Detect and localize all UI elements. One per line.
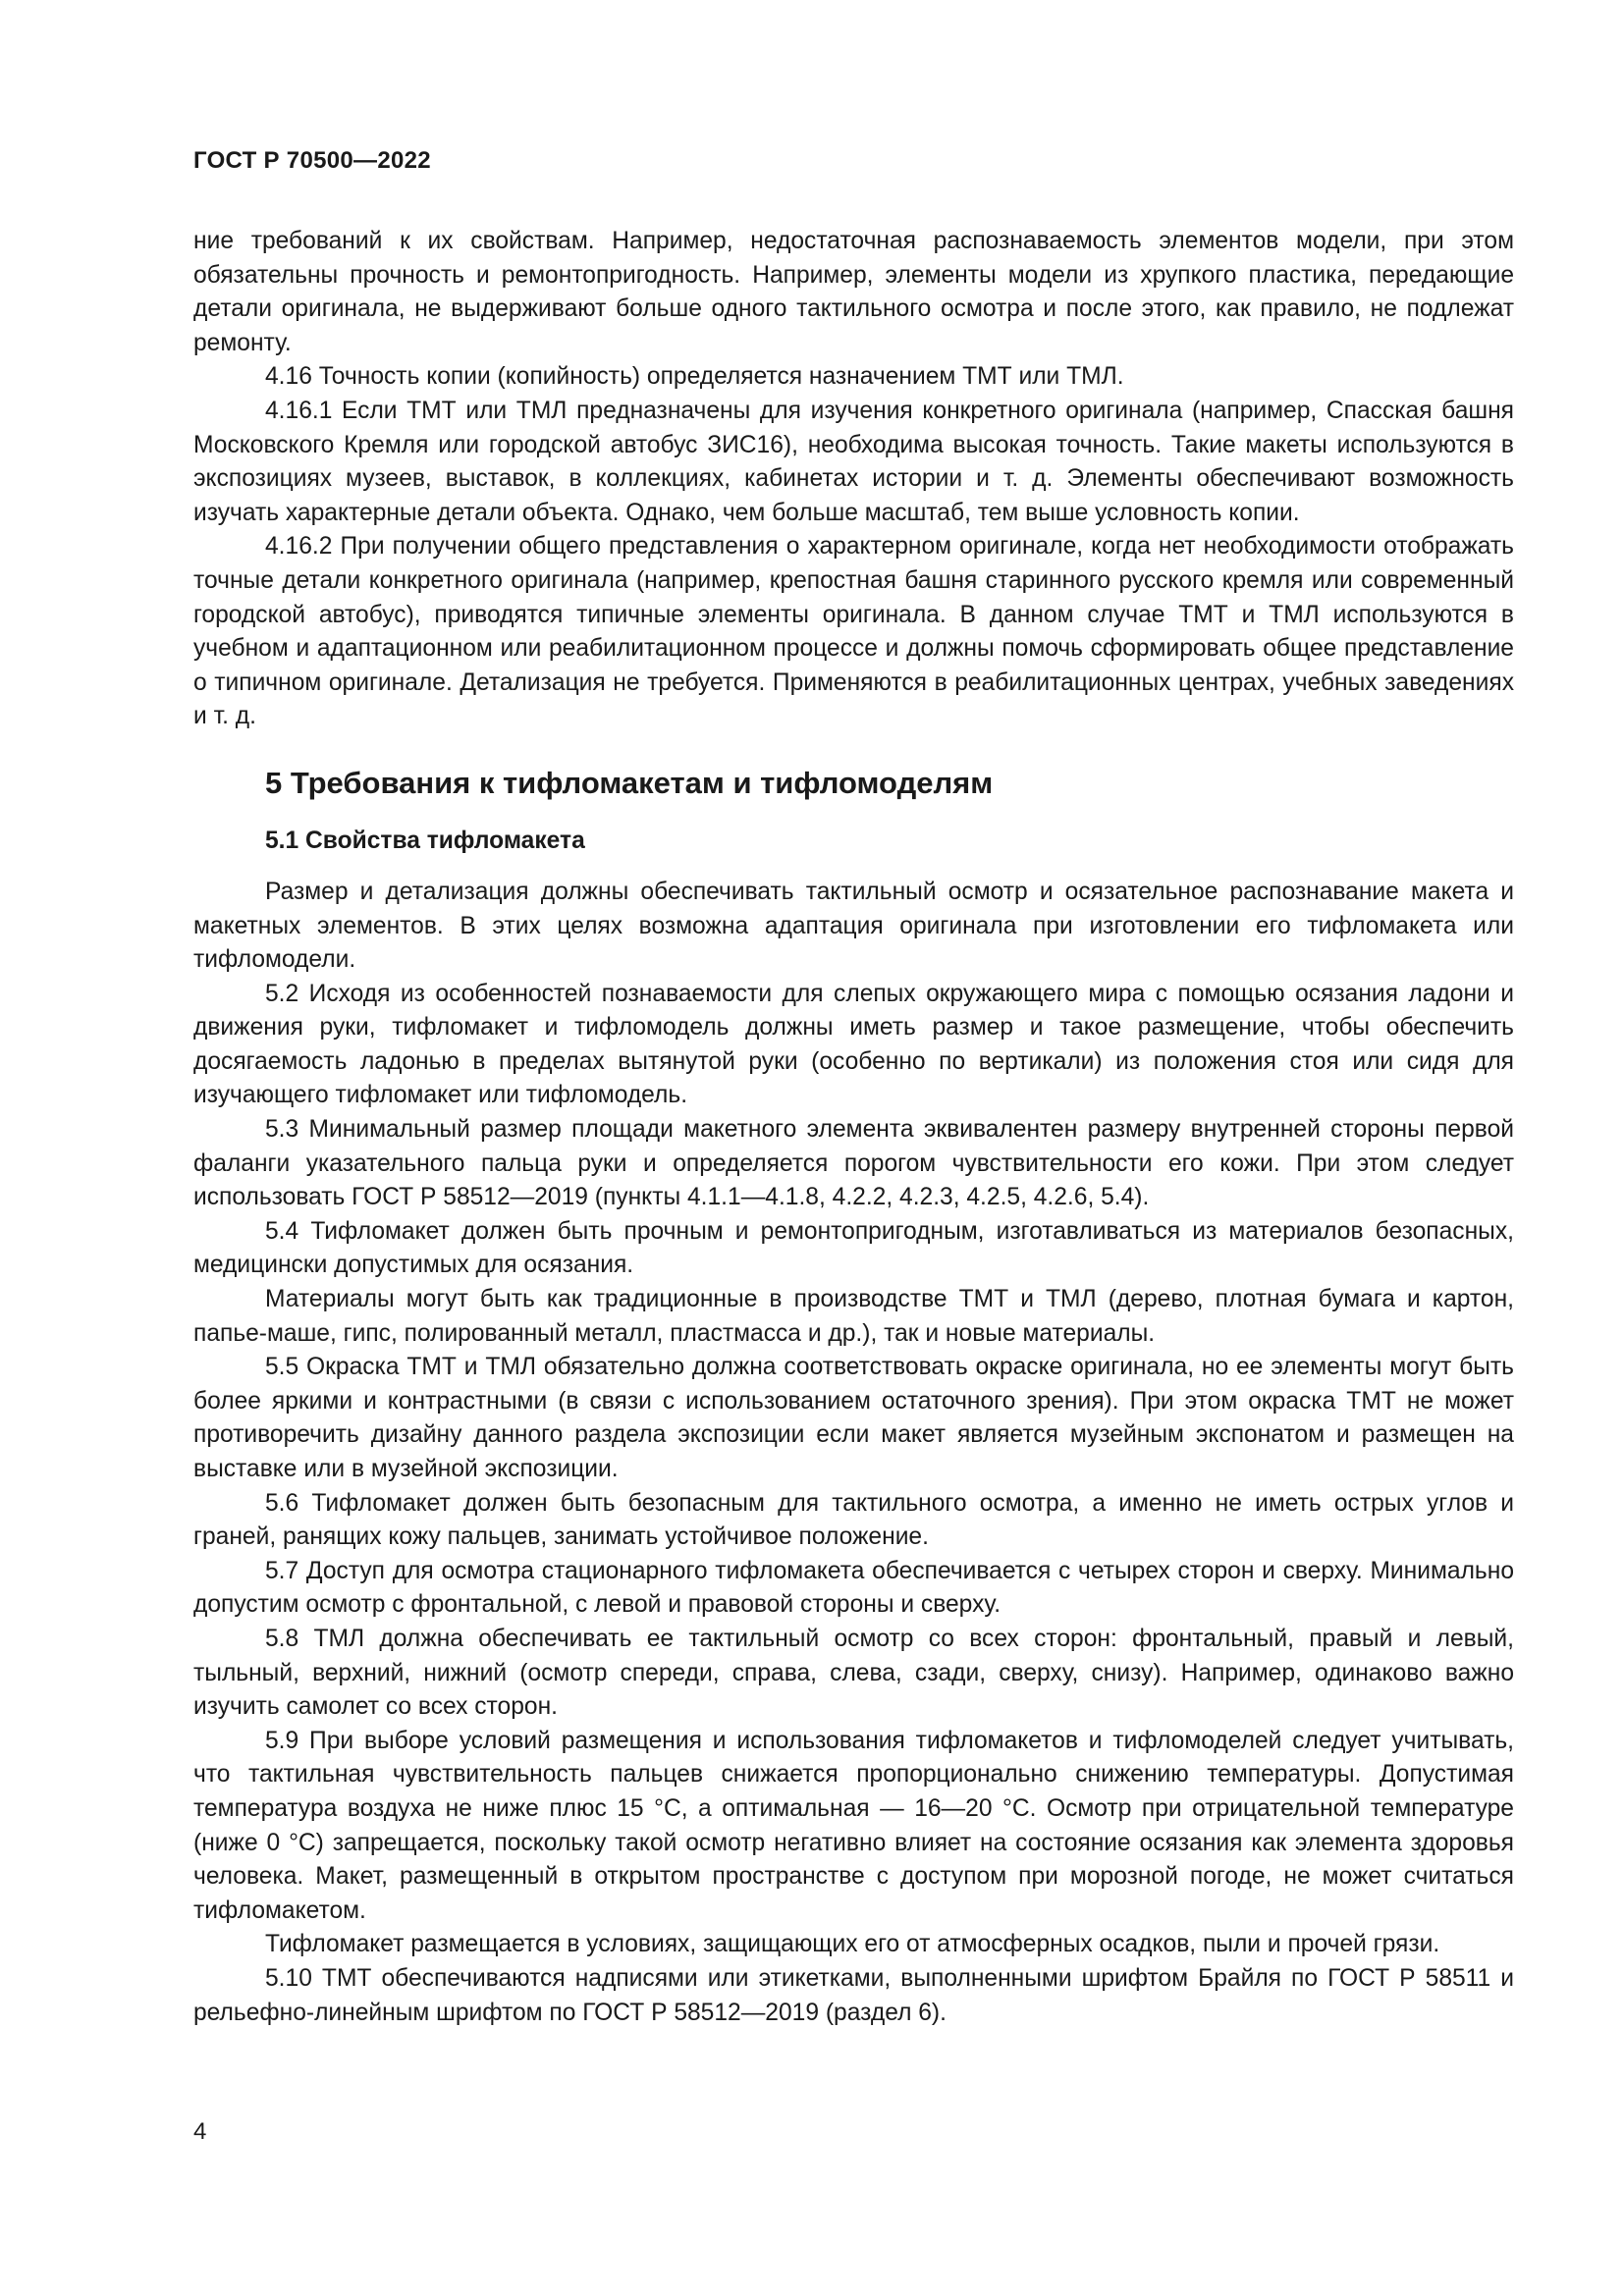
paragraph-5-9: 5.9 При выборе условий размещения и использования тифломакетов и тифломоделей следует учитывать, что тактильная чувствительность пальцев снижается пропорционально снижению температуры. Допустимая температура воздуха не ниже плюс 15 °С, а оптимальная — 16—20 °С. Осмотр при отрицательной температуре (ниже 0 °С) запрещается, поскольку такой осмотр негативно влияет на состояние осязания как элемента здоровья человека. Макет, размещенный в открытом пространстве с доступом при морозной погоде, не может считаться тифломакетом. [193, 1727, 1514, 1924]
subsection-5-1-title: 5.1 Свойства тифломакета [265, 827, 585, 854]
paragraph-5-3: 5.3 Минимальный размер площади макетного элемента эквивалентен размеру внутренней стороны первой фаланги указательного пальца руки и определяется порогом чувствительности его кожи. При этом следует использовать ГОСТ Р 58512—2019 (пункты 4.1.1—4.1.8, 4.2.2, 4.2.3, 4.2.5, 4.2.6, 5.4). [193, 1116, 1514, 1211]
paragraph-5-9-shelter: Тифломакет размещается в условиях, защищающих его от атмосферных осадков, пыли и прочей грязи. [265, 1931, 1440, 1958]
paragraph-4-16-1: 4.16.1 Если ТМТ или ТМЛ предназначены для изучения конкретного оригинала (например, Спасская башня Московского Кремля или городской автобус ЗИС16), необходима высокая точность. Такие макеты используются в экспозициях музеев, выставок, в коллекциях, кабинетах истории и т. д. Элементы обеспечивают возможность изучать характерные детали объекта. Однако, чем больше масштаб, тем выше условность копии. [193, 397, 1514, 526]
paragraph-5-7: 5.7 Доступ для осмотра стационарного тифломакета обеспечивается с четырех сторон и сверху. Минимально допустим осмотр с фронтальной, с левой и правовой стороны и сверху. [193, 1557, 1514, 1619]
paragraph-continued: ние требований к их свойствам. Например, недостаточная распознаваемость элементов модели, при этом обязательны прочность и ремонтопригодность. Например, элементы модели из хрупкого пластика, передающие детали оригинала, не выдерживают больше одного тактильного осмотра и после этого, как правило, не подлежат ремонту. [193, 228, 1514, 356]
section-5-title: 5 Требования к тифломакетам и тифломоделям [265, 765, 994, 800]
document-code-header: ГОСТ Р 70500—2022 [193, 147, 431, 174]
paragraph-5-4: 5.4 Тифломакет должен быть прочным и ремонтопригодным, изготавливаться из материалов безопасных, медицински допустимых для осязания. [193, 1217, 1514, 1279]
paragraph-4-16: 4.16 Точность копии (копийность) определяется назначением ТМТ или ТМЛ. [265, 363, 1124, 391]
document-body [193, 225, 1514, 2030]
paragraph-4-16-2: 4.16.2 При получении общего представления о характерном оригинале, когда нет необходимости отображать точные детали конкретного оригинала (например, крепостная башня старинного русского кремля или современный городской автобус), приводятся типичные элементы оригинала. В данном случае ТМТ и ТМЛ используются в учебном и адаптационном или реабилитационном процессе и должны помочь сформировать общее представление о типичном оригинале. Детализация не требуется. Применяются в реабилитационных центрах, учебных заведениях и т. д. [193, 533, 1514, 730]
page-number: 4 [193, 2118, 207, 2145]
paragraph-5-8: 5.8 ТМЛ должна обеспечивать ее тактильный осмотр со всех сторон: фронтальный, правый и левый, тыльный, верхний, нижний (осмотр спереди, справа, слева, сзади, сверху, снизу). Например, одинаково важно изучить самолет со всех сторон. [193, 1625, 1514, 1721]
paragraph-5-6: 5.6 Тифломакет должен быть безопасным для тактильного осмотра, а именно не иметь острых углов и граней, ранящих кожу пальцев, занимать устойчивое положение. [193, 1489, 1514, 1551]
paragraph-5-5: 5.5 Окраска ТМТ и ТМЛ обязательно должна соответствовать окраске оригинала, но ее элементы могут быть более яркими и контрастными (в связи с использованием остаточного зрения). При этом окраска ТМТ не может противоречить дизайну данного раздела экспозиции если макет является музейным экспонатом и размещен на выставке или в музейной экспозиции. [193, 1354, 1514, 1482]
paragraph-5-2: 5.2 Исходя из особенностей познаваемости для слепых окружающего мира с помощью осязания ладони и движения руки, тифломакет и тифломодель должны иметь размер и такое размещение, чтобы обеспечить досягаемость ладонью в пределах вытянутой руки (особенно по вертикали) из положения стоя или сидя для изучающего тифломакет или тифломодель. [193, 980, 1514, 1109]
paragraph-5-10: 5.10 ТМТ обеспечиваются надписями или этикетками, выполненными шрифтом Брайля по ГОСТ Р 58511 и рельефно-линейным шрифтом по ГОСТ Р 58512—2019 (раздел 6). [193, 1964, 1514, 2026]
paragraph-5-1: Размер и детализация должны обеспечивать тактильный осмотр и осязательное распознавание макета и макетных элементов. В этих целях возможна адаптация оригинала при изготовлении его тифломакета или тифломодели. [193, 878, 1514, 974]
paragraph-5-4-materials: Материалы могут быть как традиционные в производстве ТМТ и ТМЛ (дерево, плотная бумага и картон, папье-маше, гипс, полированный металл, пластмасса и др.), так и новые материалы. [193, 1286, 1514, 1347]
